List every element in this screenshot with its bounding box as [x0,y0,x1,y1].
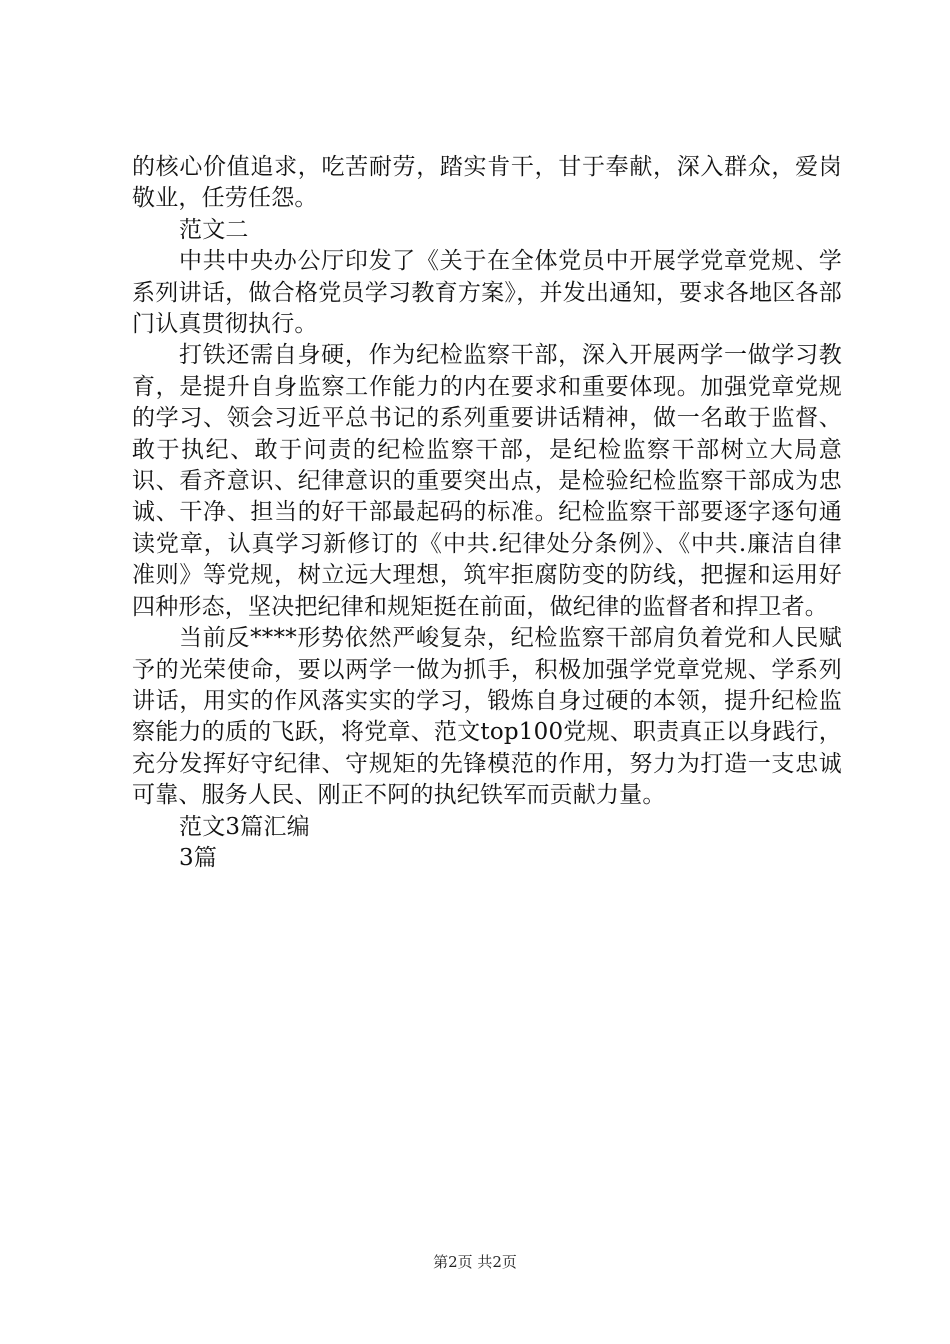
paragraph-continuation: 的核心价值追求，吃苦耐劳，踏实肯干，甘于奉献，深入群众，爱岗敬业，任劳任怨。 [132,154,842,212]
compilation-count: 3篇 [179,844,218,871]
compilation-title: 范文3篇汇编 [179,813,310,840]
document-body [132,152,842,874]
page-number: 第2页 共2页 [433,1253,517,1271]
section-heading-fanwen-er: 范文二 [179,216,249,243]
paragraph-notice: 中共中央办公厅印发了《关于在全体党员中开展学党章党规、学系列讲话，做合格党员学习教育方案》，并发出通知，要求各地区各部门认真贯彻执行。 [132,248,842,338]
page-footer [0,1252,950,1272]
paragraph-discipline-cadres: 打铁还需自身硬，作为纪检监察干部，深入开展两学一做学习教育，是提升自身监察工作能力的内在要求和重要体现。加强党章党规的学习、领会习近平总书记的系列重要讲话精神，做一名敢于监督、敢于执纪、敢于问责的纪检监察干部，是纪检监察干部树立大局意识、看齐意识、纪律意识的重要突出点，是检验纪检监察干部成为忠诚、干净、担当的好干部最起码的标准。纪检监察干部要逐字逐句通读党章，认真学习新修订的《中共.纪律处分条例》、《中共.廉洁自律准则》等党规，树立远大理想，筑牢拒腐防变的防线，把握和运用好四种形态，坚决把纪律和规矩挺在前面，做纪律的监督者和捍卫者。 [132,342,842,620]
paragraph-current-situation: 当前反****形势依然严峻复杂，纪检监察干部肩负着党和人民赋予的光荣使命，要以两学一做为抓手，积极加强学党章党规、学系列讲话，用实的作风落实实的学习，锻炼自身过硬的本领，提升纪检监察能力的质的飞跃，将党章、范文top100党规、职责真正以身践行，充分发挥好守纪律、守规矩的先锋模范的作用，努力为打造一支忠诚可靠、服务人民、刚正不阿的执纪铁军而贡献力量。 [132,625,842,809]
